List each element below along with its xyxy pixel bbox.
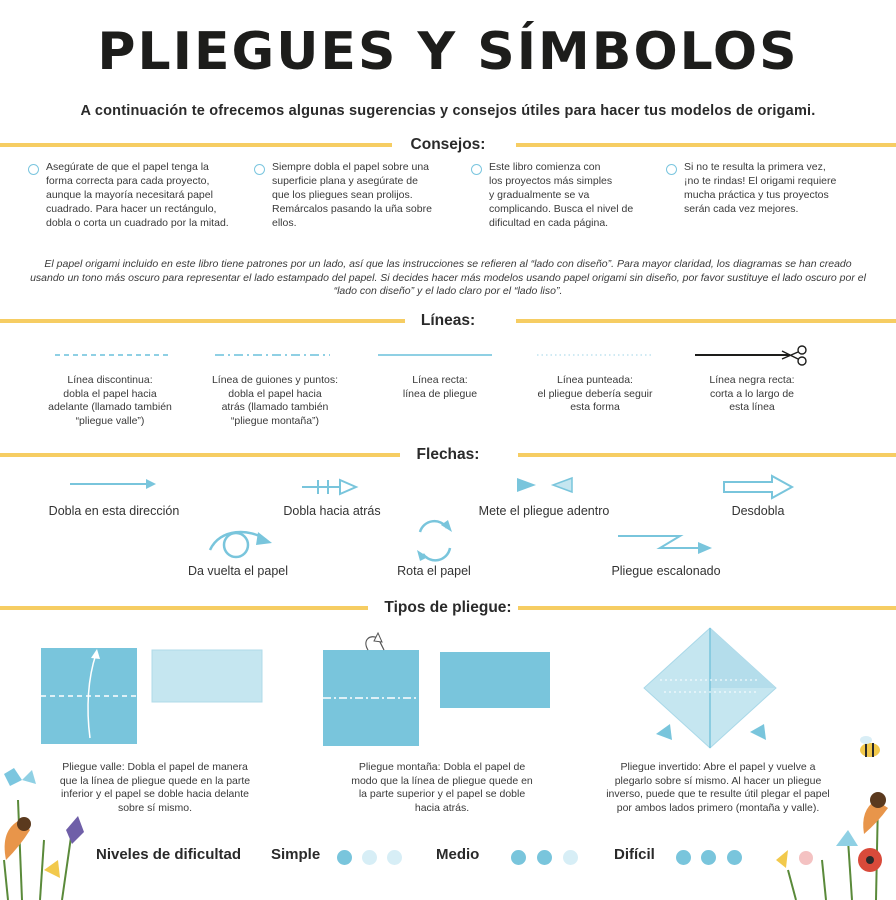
bullet-icon [471, 164, 482, 175]
difficulty-simple-label: Simple [271, 846, 321, 863]
section-flechas-label: Flechas: [416, 446, 480, 463]
flowers-left-decoration [0, 760, 110, 900]
page-title: PLIEGUES Y SÍMBOLOS [97, 22, 799, 82]
difficulty-dot [676, 850, 691, 865]
tip-4-text: Si no te resulta la primera vez, ¡no te rindas! El origami requiere mucha práctica y tus proyectos serán cada vez mejores. [684, 161, 837, 215]
tip-2 [254, 160, 464, 230]
line-caption-dash-dot: Línea de guiones y puntos: dobla el papel hacia atrás (llamado también “pliegue montaña”) [211, 374, 339, 427]
tip-1 [28, 160, 248, 230]
difficulty-dot [727, 850, 742, 865]
tip-4 [666, 160, 866, 216]
section-flechas [0, 444, 896, 466]
bee-icon [860, 736, 880, 757]
line-caption-cut: Línea negra recta: corta a lo largo de esta línea [709, 374, 795, 413]
rotate-arrow-icon [417, 520, 452, 561]
difficulty-dot [337, 850, 352, 865]
flowers-right-decoration [766, 730, 896, 900]
line-samples [0, 340, 896, 370]
fold-back-arrow-icon [302, 480, 356, 494]
arrow-caption-fold-back: Dobla hacia atrás [283, 504, 381, 518]
fold-direction-arrow-icon [70, 479, 156, 489]
fold-diagrams [0, 628, 896, 758]
difficulty-dificil-label: Difícil [614, 846, 655, 863]
patterned-paper-note: El papel origami incluido en este libro tiene patrones por un lado, así que las instrucciones se refieren al “lado con diseño”. Para mayor claridad, los diagramas se han creado usando un tono más oscuro para representar el lado estampado del papel. Si decides hacer más modelos usando papel origami sin diseño, por favor sustituye el lado oscuro por el “lado con diseño” y el lado claro por el “lado liso”. [30, 258, 866, 297]
difficulty-dot [362, 850, 377, 865]
tip-2-text: Siempre dobla el papel sobre una superficie plana y asegúrate de que los pliegues sean prolijos. Remárcalos pasando la uña sobre ellos. [272, 161, 432, 229]
page-subtitle: A continuación te ofrecemos algunas sugerencias y consejos útiles para hacer tus modelos de origami. [80, 103, 816, 119]
mountain-fold-caption: Pliegue montaña: Dobla el papel de modo que la línea de pliegue quede en la parte superior y el papel se doble hacia atrás. [351, 761, 533, 814]
tip-3 [471, 160, 661, 230]
valley-fold-caption: Pliegue valle: Dobla el papel de manera que la línea de pliegue quede en la parte inferior y el papel se doble hacia delante sobre sí mismo. [59, 761, 251, 814]
bullet-icon [28, 164, 39, 175]
line-caption-straight: Línea recta: línea de pliegue [402, 374, 478, 400]
unfold-arrow-icon [724, 476, 792, 498]
difficulty-dot [511, 850, 526, 865]
line-caption-dotted: Línea punteada: el pliegue debería seguir esta forma [537, 374, 653, 413]
difficulty-dot [563, 850, 578, 865]
difficulty-dot [387, 850, 402, 865]
section-tipos-label: Tipos de pliegue: [384, 599, 512, 616]
inside-reverse-fold-diagram [644, 628, 776, 748]
difficulty-dot [701, 850, 716, 865]
difficulty-label: Niveles de dificultad [96, 846, 242, 863]
section-consejos [0, 134, 896, 156]
difficulty-medio-label: Medio [436, 846, 480, 863]
section-tipos [0, 597, 896, 619]
section-lineas-label: Líneas: [420, 312, 476, 329]
line-caption-dashed: Línea discontinua: dobla el papel hacia adelante (llamado también “pliegue valle”) [48, 374, 172, 427]
tip-3-text: Este libro comienza con los proyectos más simples y gradualmente se va complicando. Busca el nivel de dificultad en cada página. [489, 161, 634, 229]
arrow-caption-push-in: Mete el pliegue adentro [478, 504, 610, 518]
valley-fold-diagram [41, 648, 262, 744]
difficulty-dot [537, 850, 552, 865]
mountain-fold-diagram [323, 633, 550, 746]
arrow-caption-rotate: Rota el papel [397, 564, 471, 578]
turn-over-arrow-icon [210, 532, 272, 557]
section-lineas [0, 310, 896, 332]
bullet-icon [254, 164, 265, 175]
step-fold-arrow-icon [618, 536, 712, 554]
section-consejos-label: Consejos: [410, 136, 486, 153]
push-in-arrow-icon [517, 478, 572, 492]
tip-1-text: Asegúrate de que el papel tenga la forma correcta para cada proyecto, aunque la mayoría necesitará papel cuadrado. Para hacer un rectángulo, dobla o corta un cuadrado por la mitad. [46, 161, 229, 229]
arrow-caption-step-fold: Pliegue escalonado [611, 564, 721, 578]
arrow-caption-unfold: Desdobla [731, 504, 785, 518]
inside-reverse-fold-caption: Pliegue invertido: Abre el papel y vuelve a plegarlo sobre sí mismo. Al hacer un pliegue inverso, puede que te resulte útil plegar el papel por ambos lados primero (montaña y valle). [606, 761, 830, 814]
arrow-caption-fold-direction: Dobla en esta dirección [48, 504, 180, 518]
arrow-caption-turn-over: Da vuelta el papel [187, 564, 289, 578]
bullet-icon [666, 164, 677, 175]
